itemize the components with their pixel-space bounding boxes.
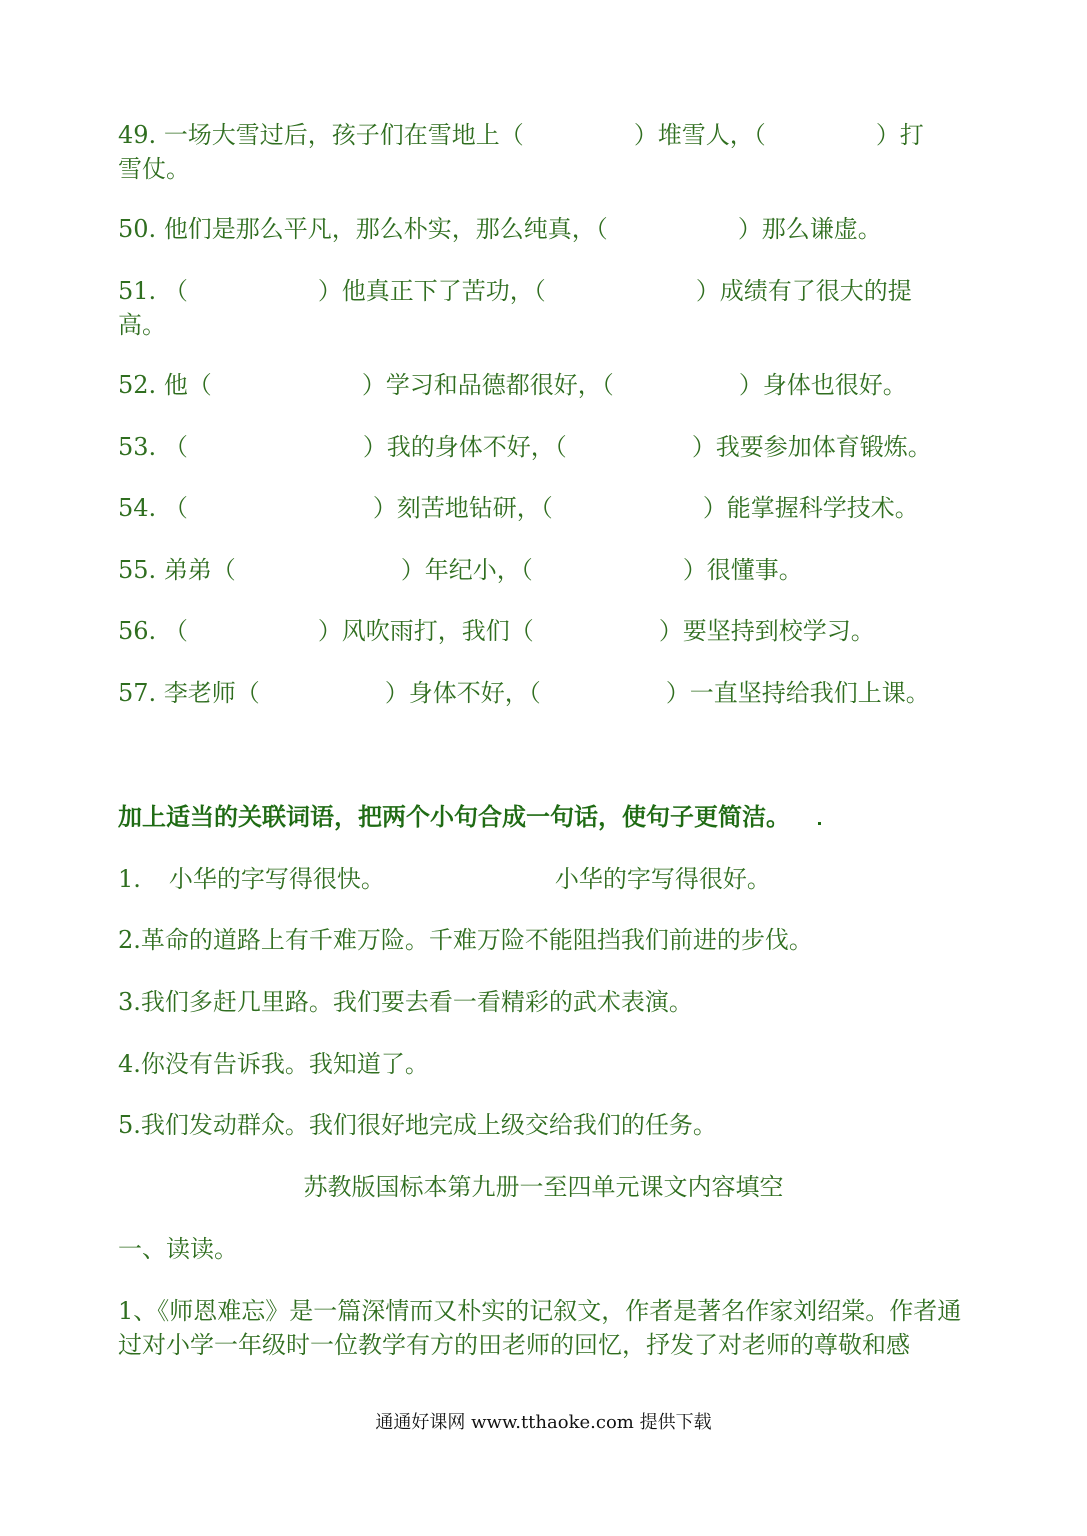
section-heading: 加上适当的关联词语，把两个小句合成一句话，使句子更简洁。 [118, 802, 790, 831]
stray-dot [818, 822, 821, 825]
combine-item-1: 1. 小华的字写得很快。 小华的字写得很好。 [118, 865, 771, 893]
combine-item-4: 4.你没有告诉我。我知道了。 [118, 1050, 429, 1078]
exercise-54: 54. （ ）刻苦地钻研，（ ）能掌握科学技术。 [118, 494, 919, 522]
combine-item-3: 3.我们多赶几里路。我们要去看一看精彩的武术表演。 [118, 988, 693, 1016]
part-one-label: 一、读读。 [118, 1235, 238, 1263]
exercise-52: 52. 他（ ）学习和品德都很好，（ ）身体也很好。 [118, 371, 907, 399]
exercise-53: 53. （ ）我的身体不好，（ ）我要参加体育锻炼。 [118, 433, 932, 461]
footer: 通通好课网 www.tthaoke.com 提供下载 [375, 1412, 712, 1433]
exercise-57: 57. 李老师（ ）身体不好，（ ）一直坚持给我们上课。 [118, 679, 930, 707]
exercise-56: 56. （ ）风吹雨打，我们（ ）要坚持到校学习。 [118, 617, 875, 645]
exercise-50: 50. 他们是那么平凡，那么朴实，那么纯真，（ ）那么谦虚。 [118, 215, 882, 243]
paragraph-1: 1、《师恩难忘》是一篇深情而又朴实的记叙文，作者是著名作家刘绍棠。作者通过对小学一年级时一位教学有方的田老师的回忆，抒发了对老师的尊敬和感 [118, 1297, 962, 1359]
exercise-55: 55. 弟弟（ ）年纪小，（ ）很懂事。 [118, 556, 803, 584]
exercise-49: 49. 一场大雪过后，孩子们在雪地上（ ）堆雪人，（ ）打 雪仗。 [118, 121, 924, 183]
combine-item-5: 5.我们发动群众。我们很好地完成上级交给我们的任务。 [118, 1111, 717, 1139]
exercise-51: 51. （ ）他真正下了苦功，（ ）成绩有了很大的提 高。 [118, 277, 912, 339]
doc-title: 苏教版国标本第九册一至四单元课文内容填空 [303, 1173, 784, 1201]
combine-item-2: 2.革命的道路上有千难万险。千难万险不能阻挡我们前进的步伐。 [118, 926, 813, 954]
